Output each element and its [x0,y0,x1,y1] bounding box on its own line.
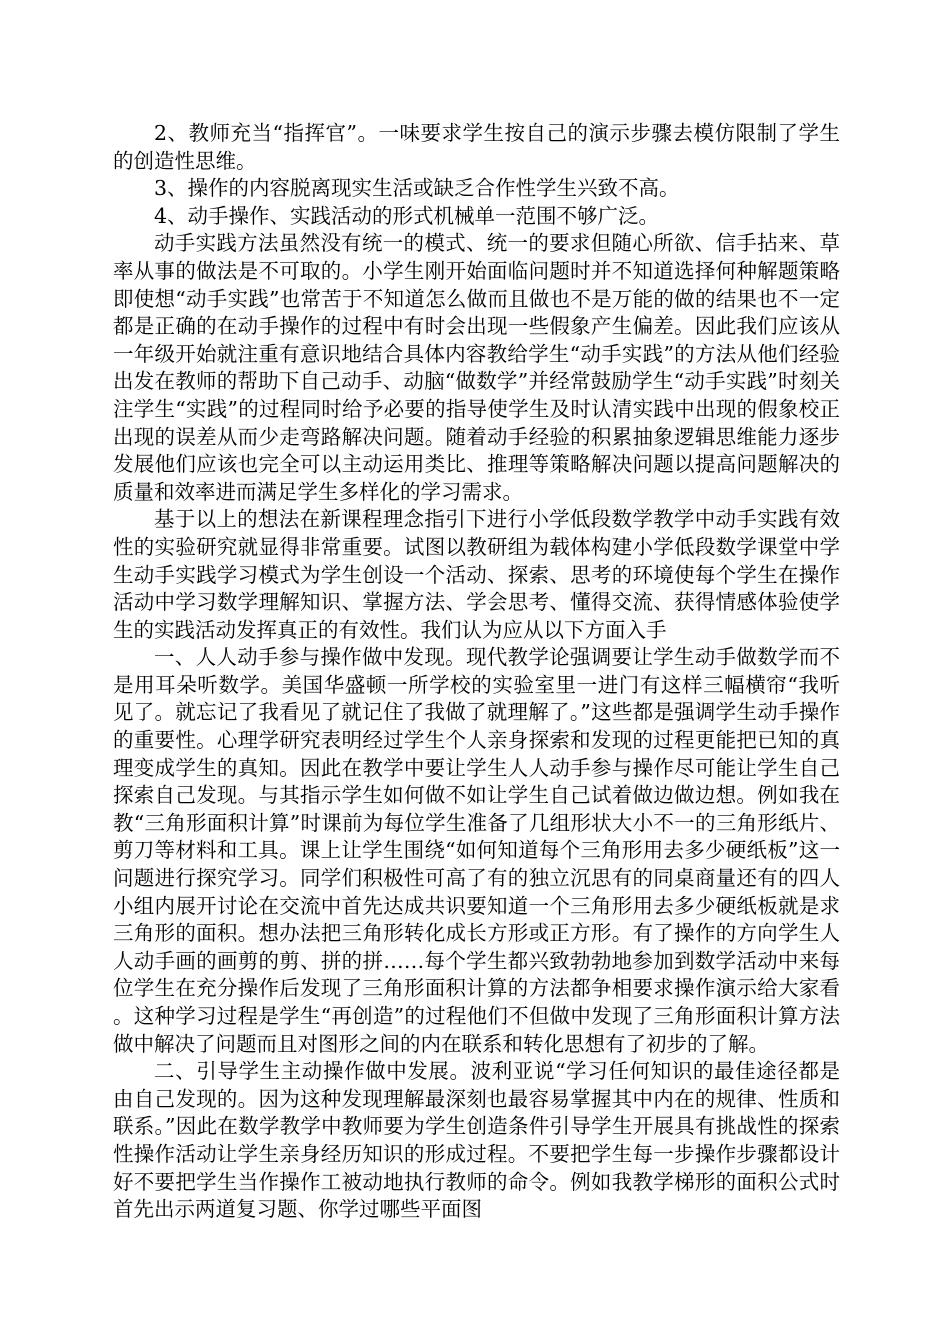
paragraph-section-two: 二、引导学生主动操作做中发展。波利亚说“学习任何知识的最佳途径都是由自己发现的。因为这种发现理解最深刻也最容易掌握其中内在的规律、性质和联系。”因此在数学教学中教师要为学生创造条件引导学生开展具有挑战性的探索性操作活动让学生亲身经历知识的形成过程。不要把学生每一步操作步骤都设计好不要把学生当作操作工被动地执行教师的命令。例如我教学梯形的面积公式时首先出示两道复习题、你学过哪些平面图 [113,1059,840,1222]
paragraph-section-one: 一、人人动手参与操作做中发现。现代教学论强调要让学生动手做数学而不是用耳朵听数学。美国华盛顿一所学校的实验室里一进门有这样三幅横帘“我听见了。就忘记了我看见了就记住了我做了就理解了。”这些都是强调学生动手操作的重要性。心理学研究表明经过学生个人亲身探索和发现的过程更能把已知的真理变成学生的真知。因此在教学中要让学生人人动手参与操作尽可能让学生自己探索自己发现。与其指示学生如何做不如让学生自己试着做边做边想。例如我在教“三角形面积计算”时课前为每位学生准备了几组形状大小不一的三角形纸片、剪刀等材料和工具。课上让学生围绕“如何知道每个三角形用去多少硬纸板”这一问题进行探究学习。同学们积极性可高了有的独立沉思有的同桌商量还有的四人小组内展开讨论在交流中首先达成共识要知道一个三角形用去多少硬纸板就是求三角形的面积。想办法把三角形转化成长方形或正方形。有了操作的方向学生人人动手画的画剪的剪、拼的拼……每个学生都兴致勃勃地参加到数学活动中来每位学生在充分操作后发现了三角形面积计算的方法都争相要求操作演示给大家看。这种学习过程是学生“再创造”的过程他们不但做中发现了三角形面积计算方法做中解决了问题而且对图形之间的内在联系和转化思想有了初步的了解。 [113,645,840,1056]
paragraph-point-4: 4、动手操作、实践活动的形式机械单一范围不够广泛。 [154,203,660,228]
paragraph-point-2: 2、教师充当“指挥官”。一味要求学生按自己的演示步骤去模仿限制了学生的创造性思维。 [113,121,840,173]
paragraph-point-3: 3、操作的内容脱离现实生活或缺乏合作性学生兴致不高。 [154,176,680,201]
document-body [113,120,840,1224]
paragraph-hands-on-method: 动手实践方法虽然没有统一的模式、统一的要求但随心所欲、信手拈来、草率从事的做法是不可取的。小学生刚开始面临问题时并不知道选择何种解题策略即使想“动手实践”也常苦于不知道怎么做而且做也不是万能的做的结果也不一定都是正确的在动手操作的过程中有时会出现一些假象产生偏差。因此我们应该从一年级开始就注重有意识地结合具体内容教给学生“动手实践”的方法从他们经验出发在教师的帮助下自己动手、动脑“做数学”并经常鼓励学生“动手实践”时刻关注学生“实践”的过程同时给予必要的指导使学生及时认清实践中出现的假象校正出现的误差从而少走弯路解决问题。随着动手经验的积累抽象逻辑思维能力逐步发展他们应该也完全可以主动运用类比、推理等策略解决问题以提高问题解决的质量和效率进而满足学生多样化的学习需求。 [113,231,840,504]
paragraph-research-basis: 基于以上的想法在新课程理念指引下进行小学低段数学教学中动手实践有效性的实验研究就显得非常重要。试图以教研组为载体构建小学低段数学课堂中学生动手实践学习模式为学生创设一个活动、探索、思考的环境使每个学生在操作活动中学习数学理解知识、掌握方法、学会思考、懂得交流、获得情感体验使学生的实践活动发挥真正的有效性。我们认为应从以下方面入手 [113,507,840,642]
